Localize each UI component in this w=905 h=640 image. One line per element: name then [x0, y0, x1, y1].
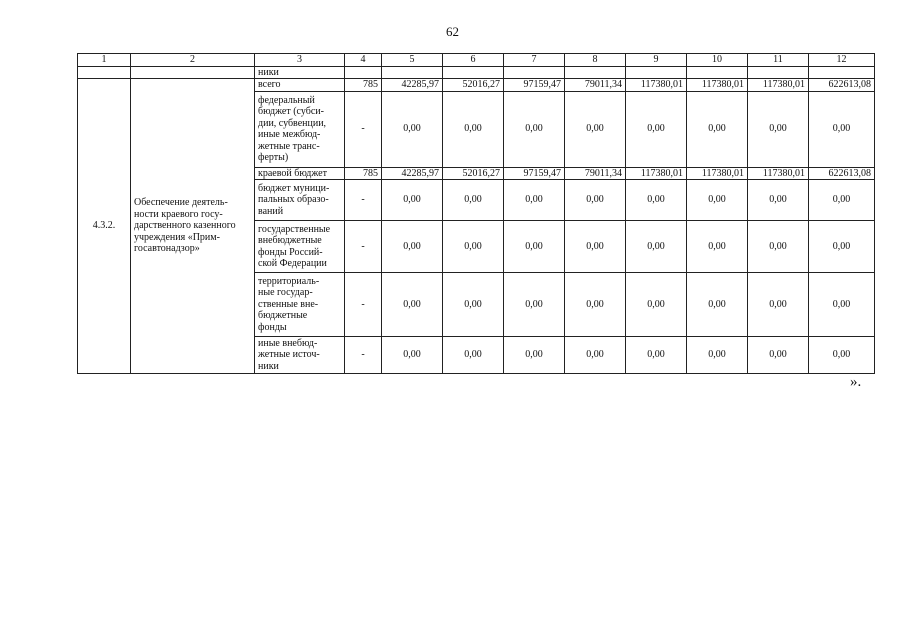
header-cell: 7 — [504, 54, 565, 67]
value-cell: 0,00 — [748, 91, 809, 167]
header-cell: 3 — [255, 54, 345, 67]
value-cell: 0,00 — [748, 273, 809, 337]
source-line: ваний — [258, 205, 284, 217]
source-line: ской Федерации — [258, 258, 327, 269]
source-cell — [255, 221, 345, 273]
source-line: федеральный — [258, 94, 315, 106]
source-cell — [255, 91, 345, 167]
header-cell: 9 — [626, 54, 687, 67]
value-cell: 0,00 — [687, 91, 748, 167]
source-line: ственные вне- — [258, 298, 319, 310]
value-cell: 97159,47 — [504, 167, 565, 180]
value-cell: 117380,01 — [748, 79, 809, 92]
value-cell: 0,00 — [809, 180, 875, 221]
source-line: фонды Россий- — [258, 246, 323, 258]
source-line: жетные источ- — [258, 349, 320, 361]
value-cell: 0,00 — [626, 180, 687, 221]
source-line: ные государ- — [258, 287, 313, 299]
value-cell: 0,00 — [382, 91, 443, 167]
header-cell: 11 — [748, 54, 809, 67]
item-code: 4.3.2. — [78, 79, 131, 374]
header-cell: 2 — [131, 54, 255, 67]
value-cell: 0,00 — [504, 273, 565, 337]
item-name-line: Обеспечение деятель- — [134, 197, 228, 209]
source-cell — [255, 273, 345, 337]
closing-quote-mark: ». — [850, 374, 862, 390]
source-line: фонды — [258, 321, 287, 333]
value-cell: 117380,01 — [748, 167, 809, 180]
value-cell: 0,00 — [443, 180, 504, 221]
value-cell: 0,00 — [626, 337, 687, 374]
header-cell: 10 — [687, 54, 748, 67]
source-cell — [255, 180, 345, 221]
value-cell: 42285,97 — [382, 167, 443, 180]
header-cell: 8 — [565, 54, 626, 67]
value-cell: 0,00 — [443, 221, 504, 273]
budget-table — [77, 53, 875, 374]
header-cell: 6 — [443, 54, 504, 67]
value-cell: 79011,34 — [565, 79, 626, 92]
value-cell: 0,00 — [687, 221, 748, 273]
value-cell: 0,00 — [382, 221, 443, 273]
value-cell: 0,00 — [504, 91, 565, 167]
source-line: иные межбюд- — [258, 129, 321, 140]
empty-cell — [687, 66, 748, 79]
value-cell: 0,00 — [382, 337, 443, 374]
value-cell: 0,00 — [809, 273, 875, 337]
value-cell: 0,00 — [443, 273, 504, 337]
value-cell: 117380,01 — [626, 79, 687, 92]
source-line: внебюджетные — [258, 235, 322, 246]
value-cell: 0,00 — [443, 91, 504, 167]
value-cell: 0,00 — [687, 273, 748, 337]
value-cell: 0,00 — [382, 180, 443, 221]
code-cell: 785 — [345, 167, 382, 180]
empty-cell — [131, 66, 255, 79]
value-cell: 42285,97 — [382, 79, 443, 92]
source-line: ферты) — [258, 152, 289, 163]
empty-cell — [443, 66, 504, 79]
value-cell: 117380,01 — [687, 79, 748, 92]
source-cell — [255, 167, 345, 180]
source-cell: ники — [255, 66, 345, 79]
value-cell: 0,00 — [748, 180, 809, 221]
source-line: ники — [258, 360, 279, 372]
value-cell: 0,00 — [382, 273, 443, 337]
value-cell: 0,00 — [626, 273, 687, 337]
source-line: пальных образо- — [258, 194, 329, 206]
empty-cell — [504, 66, 565, 79]
empty-cell — [748, 66, 809, 79]
header-cell: 4 — [345, 54, 382, 67]
header-cell: 5 — [382, 54, 443, 67]
code-cell: 785 — [345, 79, 382, 92]
value-cell: 117380,01 — [626, 167, 687, 180]
table-row — [78, 79, 875, 92]
value-cell: 117380,01 — [687, 167, 748, 180]
value-cell: 0,00 — [504, 221, 565, 273]
value-cell: 0,00 — [565, 273, 626, 337]
code-cell: - — [345, 337, 382, 374]
value-cell: 622613,08 — [809, 167, 875, 180]
empty-cell — [626, 66, 687, 79]
value-cell: 0,00 — [809, 337, 875, 374]
code-cell: - — [345, 273, 382, 337]
source-line: бюджет (субси- — [258, 106, 324, 117]
continuation-row — [78, 66, 875, 79]
page-number: 62 — [446, 24, 459, 39]
empty-cell — [382, 66, 443, 79]
source-line: всего — [258, 79, 281, 90]
value-cell: 0,00 — [809, 91, 875, 167]
code-cell: - — [345, 180, 382, 221]
item-name-line: дарственного казенного — [134, 220, 236, 232]
value-cell: 0,00 — [809, 221, 875, 273]
table-header-row — [78, 54, 875, 67]
value-cell: 0,00 — [504, 337, 565, 374]
value-cell: 0,00 — [443, 337, 504, 374]
source-cell — [255, 337, 345, 374]
source-line: краевой бюджет — [258, 167, 327, 179]
value-cell: 0,00 — [687, 180, 748, 221]
value-cell: 0,00 — [565, 337, 626, 374]
source-line: государственные — [258, 223, 331, 235]
source-line: бюджет муници- — [258, 182, 330, 194]
value-cell: 52016,27 — [443, 79, 504, 92]
item-name — [131, 79, 255, 374]
value-cell: 79011,34 — [565, 167, 626, 180]
item-name-line: госавтонадзор» — [134, 243, 200, 255]
value-cell: 622613,08 — [809, 79, 875, 92]
value-cell: 0,00 — [626, 221, 687, 273]
empty-cell — [565, 66, 626, 79]
empty-cell — [345, 66, 382, 79]
item-name-line: ности краевого госу- — [134, 208, 223, 220]
source-cell — [255, 79, 345, 92]
empty-cell — [809, 66, 875, 79]
source-line: бюджетные — [258, 310, 308, 322]
code-cell: - — [345, 91, 382, 167]
empty-cell — [78, 66, 131, 79]
value-cell: 0,00 — [565, 180, 626, 221]
item-name-line: учреждения «Прим- — [134, 231, 220, 243]
code-cell: - — [345, 221, 382, 273]
source-line: территориаль- — [258, 275, 320, 287]
value-cell: 0,00 — [504, 180, 565, 221]
value-cell: 0,00 — [626, 91, 687, 167]
source-line: дии, субвенции, — [258, 117, 327, 129]
header-cell: 12 — [809, 54, 875, 67]
value-cell: 97159,47 — [504, 79, 565, 92]
source-line: жетные транс- — [258, 140, 320, 152]
value-cell: 0,00 — [687, 337, 748, 374]
value-cell: 0,00 — [565, 221, 626, 273]
value-cell: 0,00 — [748, 221, 809, 273]
value-cell: 0,00 — [565, 91, 626, 167]
source-line: иные внебюд- — [258, 337, 318, 349]
value-cell: 52016,27 — [443, 167, 504, 180]
header-cell: 1 — [78, 54, 131, 67]
value-cell: 0,00 — [748, 337, 809, 374]
